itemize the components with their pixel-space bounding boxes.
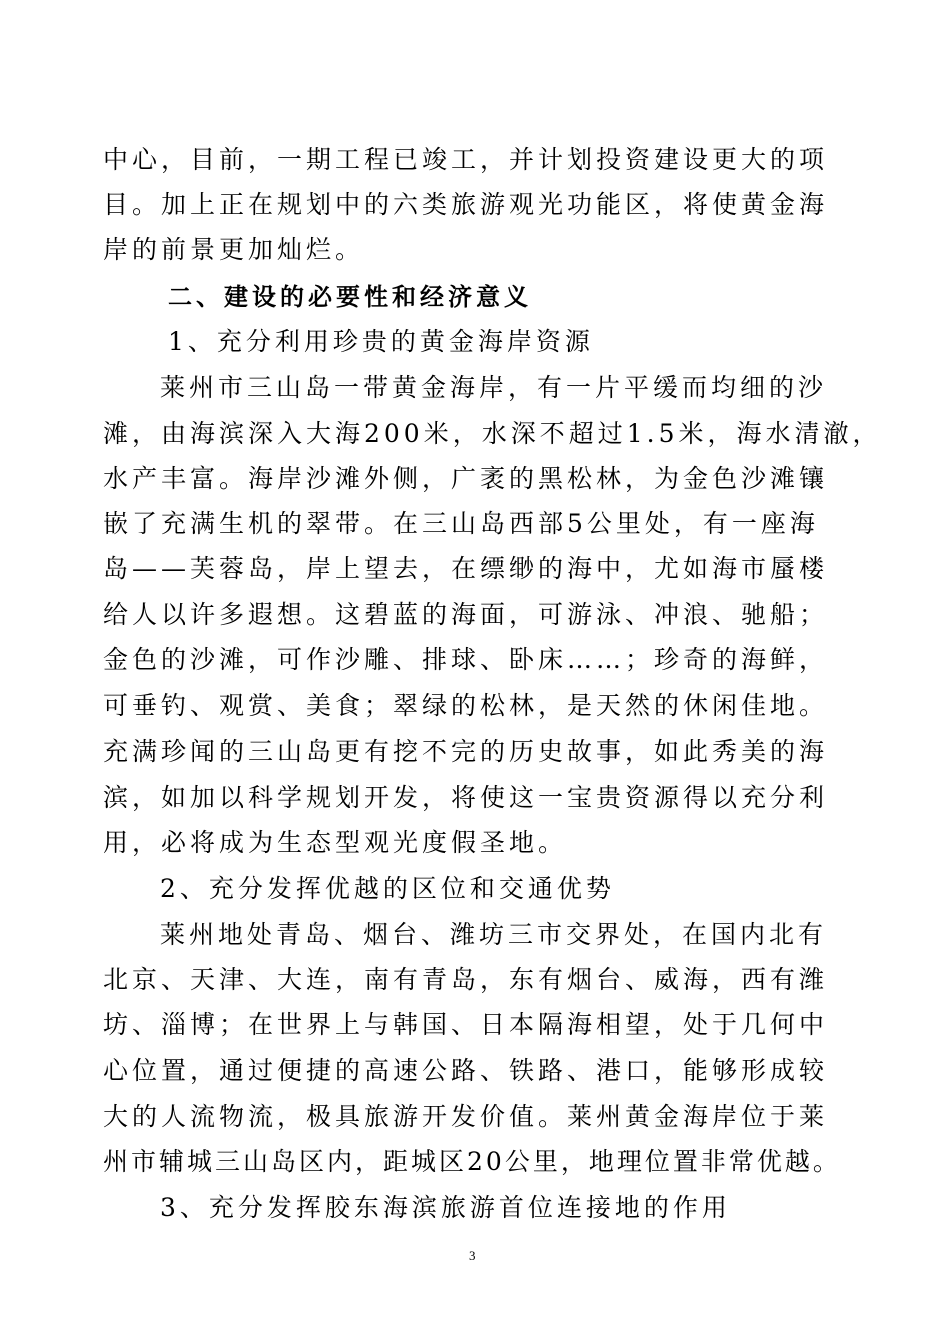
paragraph-line: 中心，目前，一期工程已竣工，并计划投资建设更大的项: [103, 145, 829, 174]
paragraph-line: 州市辅城三山岛区内，距城区20公里，地理位置非常优越。: [103, 1147, 841, 1176]
paragraph-line: 水产丰富。海岸沙滩外侧，广袤的黑松林，为金色沙滩镶: [103, 464, 829, 493]
paragraph-line: 充满珍闻的三山岛更有挖不完的历史故事，如此秀美的海: [103, 737, 829, 766]
subsection-title: 3、充分发挥胶东海滨旅游首位连接地的作用: [160, 1193, 731, 1222]
paragraph-line: 给人以许多遐想。这碧蓝的海面，可游泳、冲浪、驰船；: [103, 600, 829, 629]
paragraph-line: 可垂钓、观赏、美食；翠绿的松林，是天然的休闲佳地。: [103, 691, 829, 720]
paragraph-line: 莱州市三山岛一带黄金海岸，有一片平缓而均细的沙: [160, 373, 828, 402]
paragraph-line: 目。加上正在规划中的六类旅游观光功能区，将使黄金海: [103, 190, 829, 219]
paragraph-line: 岛——芙蓉岛，岸上望去，在缥缈的海中，尤如海市蜃楼: [103, 554, 829, 583]
paragraph-line: 莱州地处青岛、烟台、潍坊三市交界处，在国内北有: [160, 920, 828, 949]
paragraph-line: 滨，如加以科学规划开发，将使这一宝贵资源得以充分利: [103, 783, 829, 812]
subsection-title: 1、充分利用珍贵的黄金海岸资源: [168, 327, 594, 356]
paragraph-line: 大的人流物流，极具旅游开发价值。莱州黄金海岸位于莱: [103, 1102, 829, 1131]
paragraph-line: 用，必将成为生态型观光度假圣地。: [103, 828, 568, 857]
paragraph-line: 心位置，通过便捷的高速公路、铁路、港口，能够形成较: [103, 1056, 829, 1085]
paragraph-line: 坊、淄博；在世界上与韩国、日本隔海相望，处于几何中: [103, 1010, 829, 1039]
paragraph-line: 金色的沙滩，可作沙雕、排球、卧床……；珍奇的海鲜，: [103, 645, 829, 674]
paragraph-line: 嵌了充满生机的翠带。在三山岛西部5公里处，有一座海: [103, 509, 819, 538]
paragraph-line: 北京、天津、大连，南有青岛，东有烟台、威海，西有潍: [103, 965, 829, 994]
paragraph-line: 岸的前景更加灿烂。: [103, 235, 365, 264]
subsection-title: 2、充分发挥优越的区位和交通优势: [160, 874, 615, 903]
section-heading: 二、建设的必要性和经济意义: [168, 283, 532, 311]
page-number: 3: [469, 1248, 476, 1263]
paragraph-line: 滩，由海滨深入大海200米，水深不超过1.5米，海水清澈，: [103, 419, 882, 448]
